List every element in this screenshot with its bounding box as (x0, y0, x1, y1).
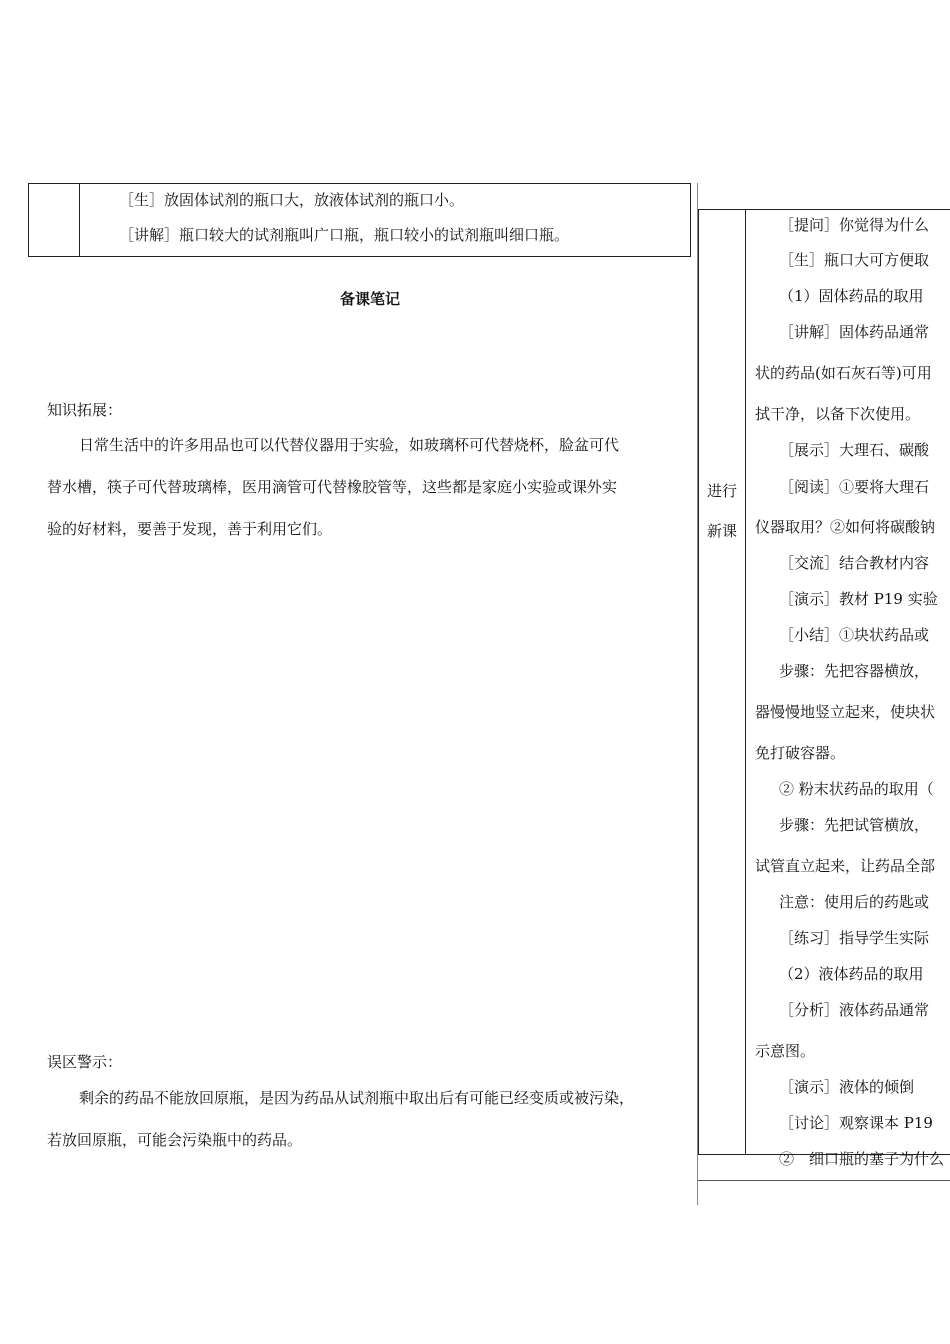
stage-label: 新课 (706, 522, 737, 540)
table-column-divider (79, 184, 80, 256)
lesson-line: （1）固体药品的取用 (779, 287, 924, 305)
knowledge-line: 验的好材料，要善于发现，善于利用它们。 (47, 520, 333, 538)
lesson-line: 免打破容器。 (755, 744, 846, 762)
table-line: ［生］放固体试剂的瓶口大，放液体试剂的瓶口小。 (119, 191, 465, 209)
lesson-line: 示意图。 (755, 1042, 816, 1060)
warning-heading: 误区警示： (47, 1053, 123, 1071)
lesson-table-fragment (28, 183, 691, 257)
warning-line: 若放回原瓶，可能会污染瓶中的药品。 (47, 1131, 303, 1149)
lesson-line: 试管直立起来，让药品全部 (755, 857, 936, 875)
warning-line: 剩余的药品不能放回原瓶，是因为药品从试剂瓶中取出后有可能已经变质或被污染， (79, 1089, 635, 1107)
lesson-line: ［生］瓶口大可方便取 (779, 251, 930, 269)
lesson-line: ［提问］你觉得为什么 (779, 216, 930, 234)
table-column-divider (745, 210, 746, 1154)
bottom-rule (698, 1180, 950, 1181)
lesson-line: ［展示］大理石、碳酸 (779, 441, 930, 459)
lesson-line: 步骤：先把试管横放， (779, 816, 930, 834)
knowledge-line: 日常生活中的许多用品也可以代替仪器用于实验，如玻璃杯可代替烧杯，脸盆可代 (79, 436, 620, 454)
lesson-line: ［演示］教材 P19 实验 (779, 590, 938, 608)
lesson-line: ［分析］液体药品通常 (779, 1001, 930, 1019)
lesson-line: ［练习］指导学生实际 (779, 929, 930, 947)
stage-label: 进行 (706, 482, 737, 500)
lesson-line: 注意：使用后的药匙或 (779, 893, 930, 911)
lesson-line: ［交流］结合教材内容 (779, 554, 930, 572)
notes-title: 备课笔记 (339, 290, 400, 308)
knowledge-heading: 知识拓展： (47, 401, 123, 419)
lesson-line: ② 粉末状药品的取用（ (779, 780, 934, 798)
table-line: ［讲解］瓶口较大的试剂瓶叫广口瓶，瓶口较小的试剂瓶叫细口瓶。 (119, 226, 570, 244)
knowledge-line: 替水槽，筷子可代替玻璃棒，医用滴管可代替橡胶管等，这些都是家庭小实验或课外实 (47, 478, 618, 496)
lesson-line: ［阅读］①要将大理石 (779, 478, 930, 496)
lesson-line: 状的药品(如石灰石等)可用 (755, 364, 932, 382)
lesson-line: ［讲解］固体药品通常 (779, 323, 930, 341)
lesson-line: ［演示］液体的倾倒 (779, 1078, 915, 1096)
lesson-line: ［小结］①块状药品或 (779, 626, 930, 644)
lesson-line: （2）液体药品的取用 (779, 965, 924, 983)
lesson-line: 拭干净，以备下次使用。 (755, 405, 921, 423)
lesson-line: 仪器取用？②如何将碳酸钠 (755, 518, 936, 536)
lesson-line: ［讨论］观察课本 P19 (779, 1114, 933, 1132)
lesson-line: ② 细口瓶的塞子为什么 (779, 1150, 945, 1168)
lesson-line: 步骤：先把容器横放， (779, 662, 930, 680)
lesson-line: 器慢慢地竖立起来，使块状 (755, 703, 936, 721)
